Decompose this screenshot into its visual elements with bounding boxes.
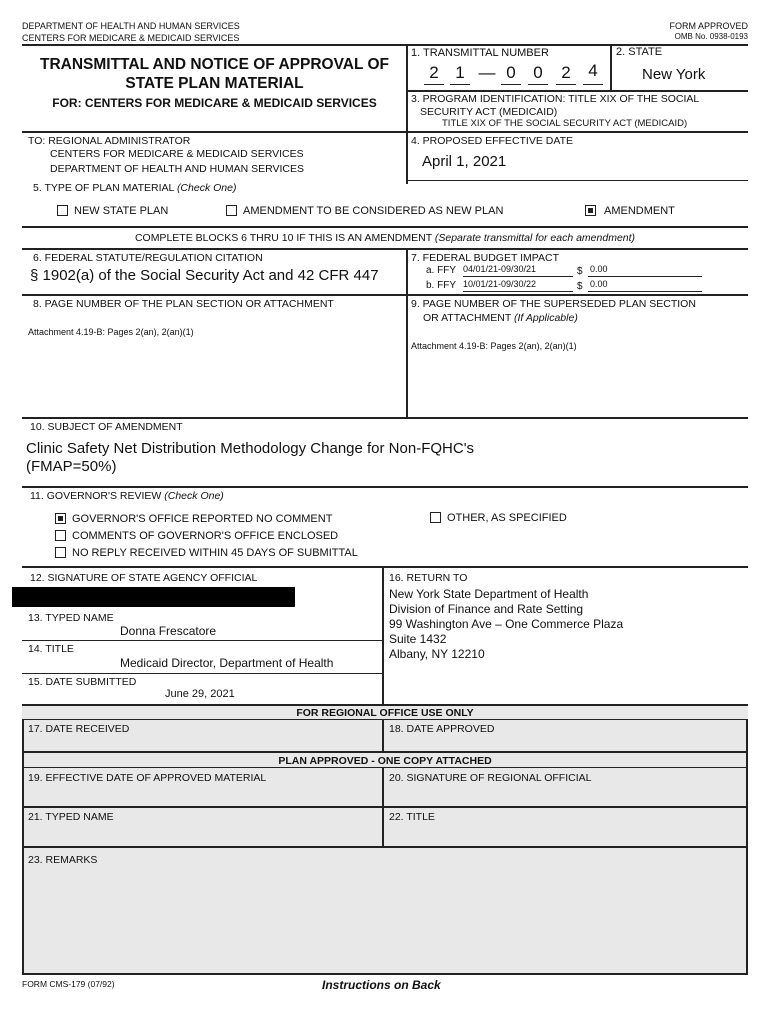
- budget-label: 7. FEDERAL BUDGET IMPACT: [411, 252, 559, 264]
- omb-number: OMB No. 0938-0193: [674, 32, 748, 41]
- separate-transmittal-note: (Separate transmittal for each amendment): [434, 232, 636, 244]
- other-checkbox[interactable]: [430, 512, 441, 523]
- signature-label: 12. SIGNATURE OF STATE AGENCY OFFICIAL: [30, 572, 258, 584]
- budget-row-a-amount: 0.00: [590, 264, 608, 274]
- transmittal-digit: 2: [561, 63, 571, 82]
- budget-row-b-period: 10/01/21-09/30/22: [463, 279, 537, 289]
- transmittal-digit: 0: [506, 63, 516, 82]
- new-state-plan-checkbox[interactable]: [57, 205, 68, 216]
- budget-row-b-dollar: $: [577, 281, 583, 292]
- amendment-new-plan-checkbox[interactable]: [226, 205, 237, 216]
- transmittal-digit: 1: [455, 63, 465, 82]
- superseded-label-text: OR ATTACHMENT: [423, 312, 512, 324]
- return-line: 99 Washington Ave – One Commerce Plaza: [389, 617, 624, 631]
- transmittal-number-label: 1. TRANSMITTAL NUMBER: [411, 47, 549, 59]
- page-number-label: 8. PAGE NUMBER OF THE PLAN SECTION OR ATTACHMENT: [33, 298, 334, 310]
- effective-date-value: April 1, 2021: [422, 153, 507, 170]
- budget-row-b: [426, 280, 456, 291]
- effective-date-label: 4. PROPOSED EFFECTIVE DATE: [411, 135, 574, 147]
- no-comment-checkbox[interactable]: [55, 513, 66, 524]
- to-line2: CENTERS FOR MEDICARE & MEDICAID SERVICES: [50, 148, 304, 160]
- instructions-on-back: Instructions on Back: [322, 978, 441, 992]
- effective-approved-label: 19. EFFECTIVE DATE OF APPROVED MATERIAL: [28, 772, 267, 784]
- program-value: TITLE XIX OF THE SOCIAL SECURITY ACT (MEDICAID): [442, 118, 688, 129]
- centers-line: CENTERS FOR MEDICARE & MEDICAID SERVICES: [22, 33, 240, 43]
- date-received-label: 17. DATE RECEIVED: [28, 723, 130, 735]
- redacted-signature: [12, 587, 295, 607]
- page-number-value: Attachment 4.19-B: Pages 2(an), 2(an)(1): [28, 327, 194, 337]
- citation-value: § 1902(a) of the Social Security Act and 42 CFR 447: [30, 267, 379, 284]
- typed-name-label: 13. TYPED NAME: [28, 612, 114, 624]
- date-submitted-label: 15. DATE SUBMITTED: [28, 676, 137, 688]
- other-label: OTHER, AS SPECIFIED: [447, 512, 567, 524]
- date-submitted-value: June 29, 2021: [165, 688, 235, 700]
- regional-signature-label: 20. SIGNATURE OF REGIONAL OFFICIAL: [389, 772, 592, 784]
- plan-type-label-text: 5. TYPE OF PLAN MATERIAL: [33, 182, 175, 194]
- return-to-label: 16. RETURN TO: [389, 572, 468, 584]
- citation-label: 6. FEDERAL STATUTE/REGULATION CITATION: [33, 252, 263, 264]
- amendment-label: AMENDMENT: [604, 205, 675, 217]
- regional-typed-name-label: 21. TYPED NAME: [28, 811, 114, 823]
- no-comment-label: GOVERNOR'S OFFICE REPORTED NO COMMENT: [72, 513, 333, 525]
- form-title-line1: TRANSMITTAL AND NOTICE OF APPROVAL OF: [39, 56, 390, 73]
- budget-row-a-period: 04/01/21-09/30/21: [463, 264, 537, 274]
- title-label: 14. TITLE: [28, 643, 74, 655]
- governor-label-text: 11. GOVERNOR'S REVIEW: [30, 490, 162, 502]
- amendment-checkbox[interactable]: [585, 205, 596, 216]
- program-label-line1: 3. PROGRAM IDENTIFICATION: TITLE XIX OF THE SOCIAL: [411, 93, 700, 105]
- no-reply-label: NO REPLY RECEIVED WITHIN 45 DAYS OF SUBMITTAL: [72, 547, 358, 559]
- superseded-label-line1: 9. PAGE NUMBER OF THE SUPERSEDED PLAN SECTION: [411, 298, 696, 310]
- program-label-line2: SECURITY ACT (MEDICAID): [420, 106, 558, 118]
- to-line1: TO: REGIONAL ADMINISTRATOR: [28, 135, 191, 147]
- title-value: Medicaid Director, Department of Health: [120, 656, 334, 670]
- subject-line1: Clinic Safety Net Distribution Methodology Change for Non-FQHC's: [26, 440, 475, 457]
- regional-office-area: [22, 706, 748, 974]
- no-reply-checkbox[interactable]: [55, 547, 66, 558]
- budget-row-a-prefix: a. FFY: [426, 265, 457, 276]
- form-title-line2: STATE PLAN MATERIAL: [125, 75, 304, 92]
- remarks-label: 23. REMARKS: [28, 854, 98, 866]
- plan-type-note: (Check One): [176, 182, 237, 194]
- form-title-line3: FOR: CENTERS FOR MEDICARE & MEDICAID SERVICES: [52, 96, 377, 110]
- comments-enclosed-label: COMMENTS OF GOVERNOR'S OFFICE ENCLOSED: [72, 530, 339, 542]
- superseded-note: (If Applicable): [514, 312, 578, 324]
- transmittal-digit: 2: [429, 63, 439, 82]
- state-value: New York: [642, 66, 706, 83]
- transmittal-digit: 0: [533, 63, 543, 82]
- subject-line2: (FMAP=50%): [26, 458, 117, 475]
- transmittal-digit: —: [478, 63, 496, 82]
- typed-name-value: Donna Frescatore: [120, 624, 217, 638]
- budget-row-b-amount: 0.00: [590, 279, 608, 289]
- return-line: New York State Department of Health: [389, 587, 589, 601]
- form-approved: FORM APPROVED: [669, 21, 748, 31]
- budget-row-a: [426, 265, 456, 276]
- plan-type-label: [33, 182, 236, 194]
- return-line: Albany, NY 12210: [389, 647, 485, 661]
- subject-label: 10. SUBJECT OF AMENDMENT: [30, 421, 183, 433]
- superseded-value: Attachment 4.19-B: Pages 2(an), 2(an)(1): [411, 341, 577, 351]
- superseded-label-line2: [423, 312, 578, 324]
- governor-label: [30, 490, 224, 502]
- to-line3: DEPARTMENT OF HEALTH AND HUMAN SERVICES: [50, 163, 304, 175]
- return-line: Suite 1432: [389, 632, 447, 646]
- form-id: FORM CMS-179 (07/92): [22, 979, 115, 989]
- comments-enclosed-checkbox[interactable]: [55, 530, 66, 541]
- governor-note: (Check One): [164, 490, 224, 502]
- return-line: Division of Finance and Rate Setting: [389, 602, 584, 616]
- budget-row-a-dollar: $: [577, 266, 583, 277]
- state-label: 2. STATE: [616, 46, 663, 58]
- new-state-plan-label: NEW STATE PLAN: [74, 205, 169, 217]
- regional-heading: FOR REGIONAL OFFICE USE ONLY: [296, 707, 474, 719]
- date-approved-label: 18. DATE APPROVED: [389, 723, 495, 735]
- plan-approved-heading: PLAN APPROVED - ONE COPY ATTACHED: [278, 755, 492, 767]
- complete-blocks-text: COMPLETE BLOCKS 6 THRU 10 IF THIS IS AN AMENDMENT: [134, 232, 432, 244]
- amendment-new-plan-label: AMENDMENT TO BE CONSIDERED AS NEW PLAN: [243, 205, 504, 217]
- complete-blocks-note: [22, 232, 748, 244]
- budget-row-b-prefix: b. FFY: [426, 280, 457, 291]
- regional-title-label: 22. TITLE: [389, 811, 435, 823]
- department-line: DEPARTMENT OF HEALTH AND HUMAN SERVICES: [22, 21, 240, 31]
- transmittal-digit: 4: [588, 61, 598, 80]
